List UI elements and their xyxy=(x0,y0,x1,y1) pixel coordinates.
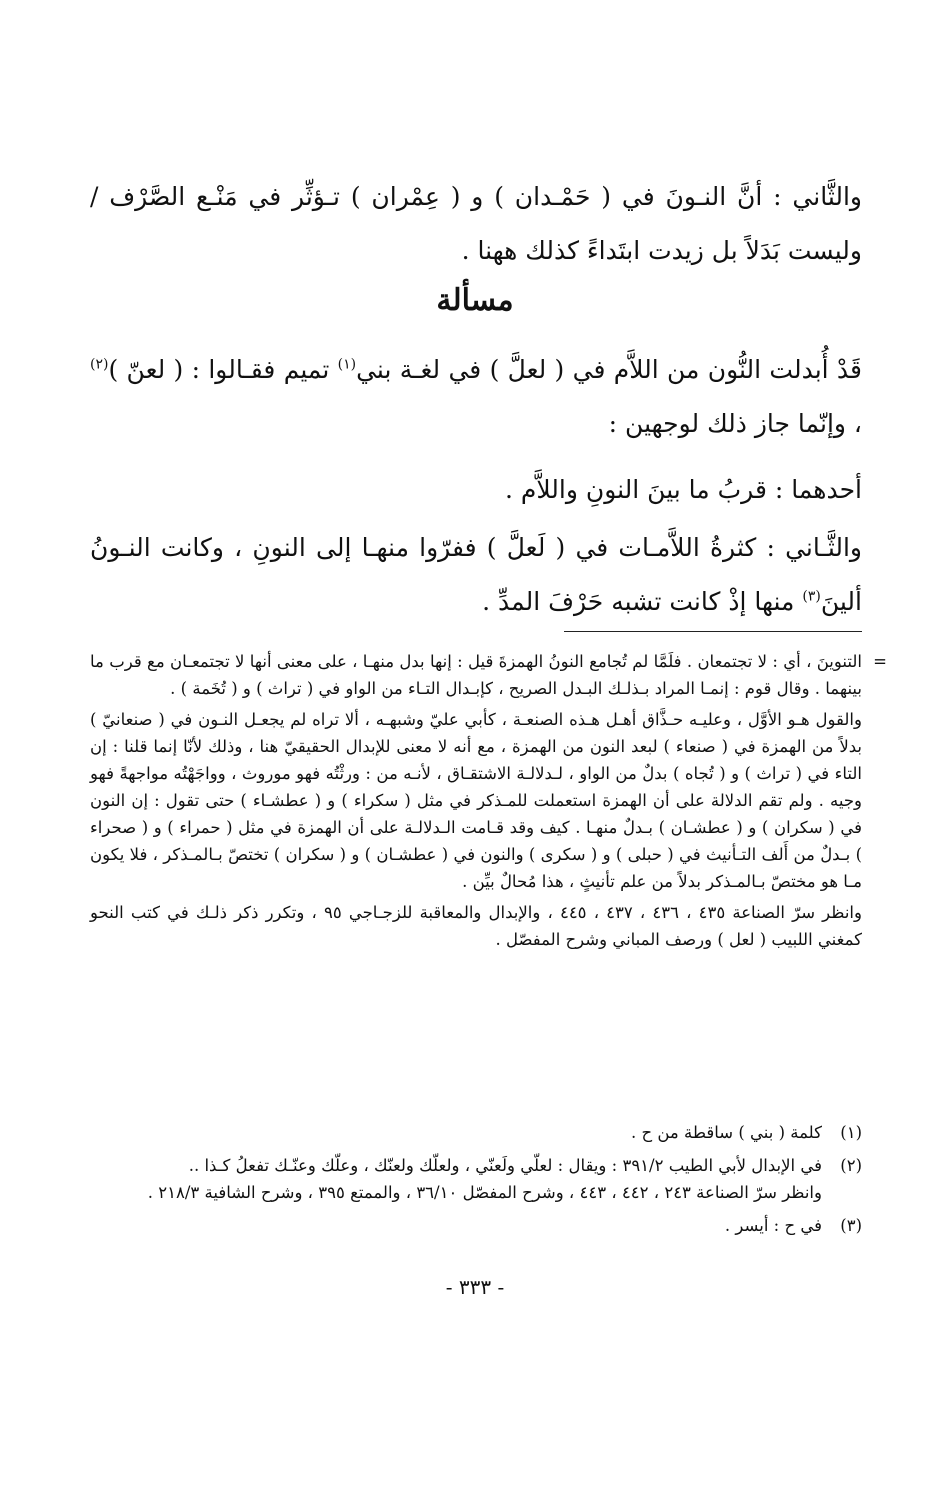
page-number: - ٣٣٣ - xyxy=(445,1275,505,1299)
footnote-number: (٣) xyxy=(840,1216,862,1235)
footnote-item xyxy=(90,1119,862,1146)
paragraph-4-part-a: والثَّـاني : كثرةُ اللاَّمـات في ( لَعلَّ ) ففرّوا منهـا إلى النونِ ، وكانت النـونُ ألينَ xyxy=(90,533,862,616)
footnote-number: (١) xyxy=(840,1123,862,1142)
continuation-paragraph-3: وانظر سرّ الصناعة ٤٣٥ ، ٤٣٦ ، ٤٣٧ ، ٤٤٥ ، والإبدال والمعاقبة للزجـاجي ٩٥ ، وتكرر ذكر ذلـك في كتب النحو كمغني اللبيب ( لعل ) ورصف المباني وشرح المفصّل . xyxy=(90,903,862,949)
footnote-line: في الإبدال لأبي الطيب ٣٩١/٢ : ويقال : لعلّي ولَعنّي ، ولعلّك ولعنّك ، وعلّك وعنّـك تفعلُ كـذا .. xyxy=(188,1156,822,1175)
footnote-line: في ح : أيسر . xyxy=(724,1216,822,1235)
footnote-ref-3: (٣) xyxy=(802,588,821,605)
body-paragraph-3: أحدهما : قربُ ما بينَ النونِ واللاَّم . xyxy=(504,475,862,504)
footnote-line: وانظر سرّ الصناعة ٢٤٣ ، ٤٤٢ ، ٤٤٣ ، وشرح المفصّل ٣٦/١٠ ، والممتع ٣٩٥ ، وشرح الشافية ٢١٨/٣ . xyxy=(147,1183,822,1202)
paragraph-2-part-b: تميم فقـالوا : ( لعنّ ) xyxy=(108,355,330,384)
body-paragraph-1: والثَّاني : أنَّ النـونَ في ( حَمْـدان ) و ( عِمْران ) تـؤثِّر في مَنْـع الصَّرْف / وليست بَدَلاً بل زيدت ابتَداءً كذلك ههنا . xyxy=(90,182,862,265)
footnote-text xyxy=(90,1212,822,1239)
footnote-line: كلمة ( بني ) ساقطة من ح . xyxy=(630,1123,822,1142)
footnote-continuation xyxy=(90,648,887,957)
continuation-paragraph-1: التنوينَ ، أي : لا تجتمعان . فلَمَّا لم تُجامع النونُ الهمزةَ قيل : إنها بدل منهـا ، على معنى أنها لا تجتمعـان مع قرب ما بينهما . وقال قوم : إنمـا المراد بـذلـك البـدل الصريح ، كإبـدال التـاء من الواو في ( تراث ) و ( تُخَمة ) . xyxy=(90,652,862,698)
continuation-mark: = xyxy=(873,652,887,671)
paragraph-2-part-c: ، وإنّما جاز ذلك لوجهين : xyxy=(608,409,862,438)
footnote-text xyxy=(90,1152,822,1206)
footnote-text xyxy=(90,1119,822,1146)
continuation-paragraph-2: والقول هـو الأوَّل ، وعليـه حـذَّاق أهـل هـذه الصنعـة ، كأبي عليّ وشبهـه ، ألا تراه لم يجعـل النـون في ( صنعانيّ ) بدلاً من الهمزة في ( صنعاء ) لبعد النون من الهمزة ، مع أنه لا معنى للإبدال الحقيقيّ هنا ، وذلك لأنّا إنما قلنا : إن التاء في ( تراث ) و ( تُجاه ) بدلٌ من الواو ، لـدلالـة الاشتقـاق ، لأنـه من : ورثْتُه فهو موروث ، وواجَهْتُه مواجهةً فهو وجيه . ولم تقم الدلالة على أن الهمزة استعملت للمـذكر في مثل ( سكراء ) و ( عطشـاء ) حتى تقول : إن النون في ( سكران ) و ( عطشـان ) بـدلٌ منهـا . كيف وقد قـامت الـدلالـة على أن الهمزة في مثل ( حمراء ) و ( صحراء ) بـدلٌ من أَلف التـأنيث في ( حبلى ) و ( سكرى ) والنون في ( عطشـان ) و ( سكران ) تختصّ بـالمـذكر ، فلا يكون مـا هو مختصّ بـالمـذكر بدلاً من علم تأنيثٍ ، هذا مُحالٌ بيِّن . xyxy=(90,710,862,891)
body-paragraph-2 xyxy=(90,343,862,451)
footnote-separator xyxy=(564,631,862,632)
footnote-item xyxy=(90,1152,862,1206)
footnotes-list xyxy=(90,1119,862,1245)
paragraph-2-part-a: قَدْ أُبدلت النُّون من اللاَّم في ( لعلَّ ) في لغـة بني xyxy=(356,355,863,384)
footnote-number: (٢) xyxy=(840,1156,862,1175)
section-heading: مسألة xyxy=(436,283,514,318)
footnote-ref-1: (١) xyxy=(337,356,357,373)
body-paragraph-4 xyxy=(90,521,862,629)
footnote-item xyxy=(90,1212,862,1239)
footnote-ref-2: (٢) xyxy=(90,356,109,373)
paragraph-4-part-b: منها إذْ كانت تشبه حَرْفَ المدِّ . xyxy=(482,587,795,616)
